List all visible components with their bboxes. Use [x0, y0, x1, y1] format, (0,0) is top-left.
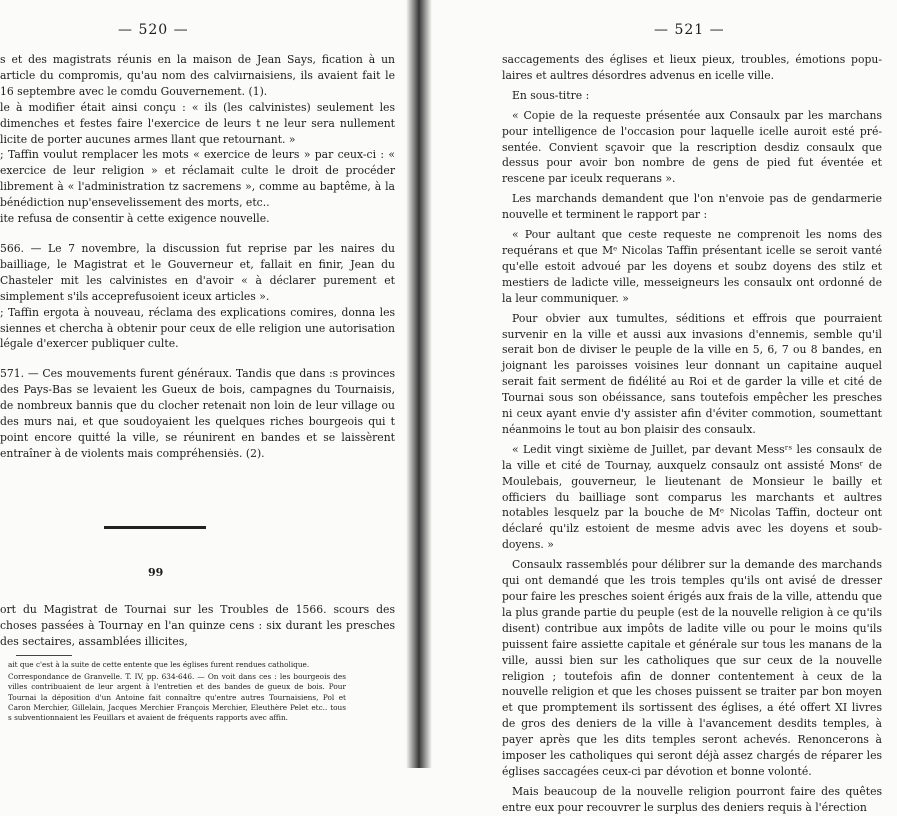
- footnotes: [8, 660, 346, 723]
- paragraph: En sous-titre :: [512, 88, 590, 102]
- paragraph: ; Taffin ergota à nouveau, réclama des explications comires, donna les siennes et chercha à obtenir pour ceux de elle religion une autorisation légale d'exercer publiquer culte.: [0, 305, 395, 351]
- paragraph: ite refusa de consentir à cette exigence nouvelle.: [0, 212, 270, 226]
- paragraph: 571. — Ces mouvements furent généraux. Tandis que dans :s provinces des Pays-Bas se levaient les Gueux de bois, campagnes du Tournaisis, de nombreux bannis que du clocher retenait non loin de leur village ou des murs nai, et que soudoyaient les quelques riches bourgeois qui t point encore quitté la ville, se réunirent en bandes et se laissèrent entraîner à de violents mais compréhensiės. (2).: [0, 367, 395, 460]
- paragraph: Pour obvier aux tumultes, séditions et effrois que pourraient survenir en la ville et aussi aux invasions d'ennemis, semble qu'il serait bon de diviser le peuple de la ville en 5, 6, 7 ou 8 bandes, en joignant les paroisses voisines leur donnant un capitaine auquel serait fait serment de fidélité au Roi et de garder la ville et cité de Tournai sous son obéissance, sans toutefois empêcher les presches ni ceux ayant envie d'y assister afin d'éviter commotion, soumettant néanmoins le tout au bon plaisir des consaulx.: [502, 311, 882, 436]
- paragraph: s et des magistrats réunis en la maison de Jean Says, fication à un article du compromis, qu'au nom des calviırnaisiens, ils avaient fait le 16 septembre avec le comdu Gouvernement. (1).: [0, 53, 395, 98]
- right-page-body: [502, 52, 882, 816]
- right-page: [424, 0, 897, 814]
- page-number: — 521 —: [654, 22, 725, 38]
- section-divider: [104, 526, 206, 529]
- page-number: — 520 —: [118, 22, 189, 38]
- paragraph: ort du Magistrat de Tournai sur les Troubles de 1566. scours des choses passées à Tournay en l'an quinze cens : six durant les presches des sectaires, assamblées illicites,: [0, 603, 395, 648]
- left-page-body: [0, 52, 395, 462]
- paragraph: « Pour aultant que ceste requeste ne comprenoit les noms des requérans et que Mᵉ Nicolas Taffin présentant icelle se seroit vanté qu'elle estoit advoué par les doyens et soubz doyens des stilz et mestiers de ladicte ville, messeigneurs les consaulx ont ordonné de la leur communiquer. »: [502, 228, 882, 305]
- paragraph: Consaulx rassemblés pour délibrer sur la demande des marchands qui ont demandé que les trois temples qu'ils ont avisé de dresser pour faire les presches soient érigés aux frais de la ville, attendu que la plus grande partie du peuple (est de la nouvelle religion à ce qu'ils disent) contribue aux impôts de ladite ville ou pour le moins qu'ils puissent faire assiette capitale et générale sur tous les manans de la ville, aussi bien sur les catholiques que sur ceux de la nouvelle religion ; toutefois afin de donner contentement à ceux de la nouvelle religion et que les choses puissent se traiter par bon moyen et que promptement ils sortissent des églises, a été offert XI livres de gros des deniers de la ville à l'avancement desdits temples, à payer après que les dits temples seront achevés. Renoncerons à imposer les catholiques qui seront déjà assez chargés de réparer les églises saccagées ceux-ci par dévotion et bonne volonté.: [502, 558, 882, 778]
- left-page: [0, 0, 414, 768]
- document-text: [0, 602, 395, 650]
- footnote: Correspondance de Granvelle. T. IV, pp. 634-646. — On voit dans ces : les bourgeois des villes contribuaient de leur argent à l'entretien et des bandes de gueux de bois. Pour Tournai la déposition d'un Antoine fait connaître qu'entre autres Tournaisiens, Pol et Caron Merchier, Gillelain, Jacques Merchier François Merchier, Eleuthère Pelet etc.. tous s subventionnaient les Feuillars et avaient de fréquents rapports avec affin.: [8, 672, 346, 723]
- footnote: ait que c'est à la suite de cette entente que les églises furent rendues catholique.: [8, 660, 310, 669]
- paragraph: Mais beaucoup de la nouvelle religion pourront faire des quêtes entre eux pour recouvrer le surplus des deniers requis à l'érection: [502, 784, 882, 814]
- paragraph: saccagements des églises et lieux pieux, troubles, émotions populaires et aultres désordres advenus en icelle ville.: [502, 53, 882, 82]
- paragraph: Les marchands demandent que l'on n'envoie pas de gendarmerie nouvelle et terminent le rapport par :: [502, 192, 882, 222]
- paragraph: 566. — Le 7 novembre, la discussion fut reprise par les naires du bailliage, le Magistrat et le Gouverneur et, fallait en finir, Jean du Chasteler mit les calvinistes en d'avoir « à déclarer purement et simplement s'ils acceprefusoient iceux articles ».: [0, 241, 395, 303]
- footnote-divider: [16, 655, 72, 656]
- paragraph: ; Taffin voulut remplacer les mots « exercice de leurs » par ceux-ci : « exercice de leur religion » et réclamait culte le droit de procéder librement à « l'administration tz sacremens », comme au baptême, à la bénédiction nup'ensevelissement des morts, etc..: [0, 148, 395, 210]
- paragraph: « Copie de la requeste présentée aux Consaulx par les marchans pour intelligence de l'occasion pour laquelle icelle auroit esté présentée. Convient sçavoir que la rescription desdiz consaulx que dessus pour avoir bon nombre de gens de pied fut éventée et rescene par iceulx requerans ».: [502, 108, 882, 186]
- paragraph: le à modifier était ainsi conçu : « ils (les calvinistes) seulement les dimenches et festes faire l'exercice de leurs t ne leur sera nullement licite de porter aucunes armes llant que retournant. »: [0, 100, 395, 146]
- document-number: 99: [148, 566, 164, 579]
- paragraph: « Ledit vingt sixième de Juillet, par devant Messʳˢ les consaulx de la ville et cité de Tournay, auxquelz consaulz ont assisté Monsʳ de Moulebais, gouverneur, le lieutenant de Monsieur le bailly et officiers du bailliage sont comparus les marchants et aultres notables lesquelz par la bouche de Mᵉ Nicolas Taffin, docteur ont déclaré qu'ilz estoient de mesme advis avec les doyens et soubdoyens. »: [502, 442, 882, 552]
